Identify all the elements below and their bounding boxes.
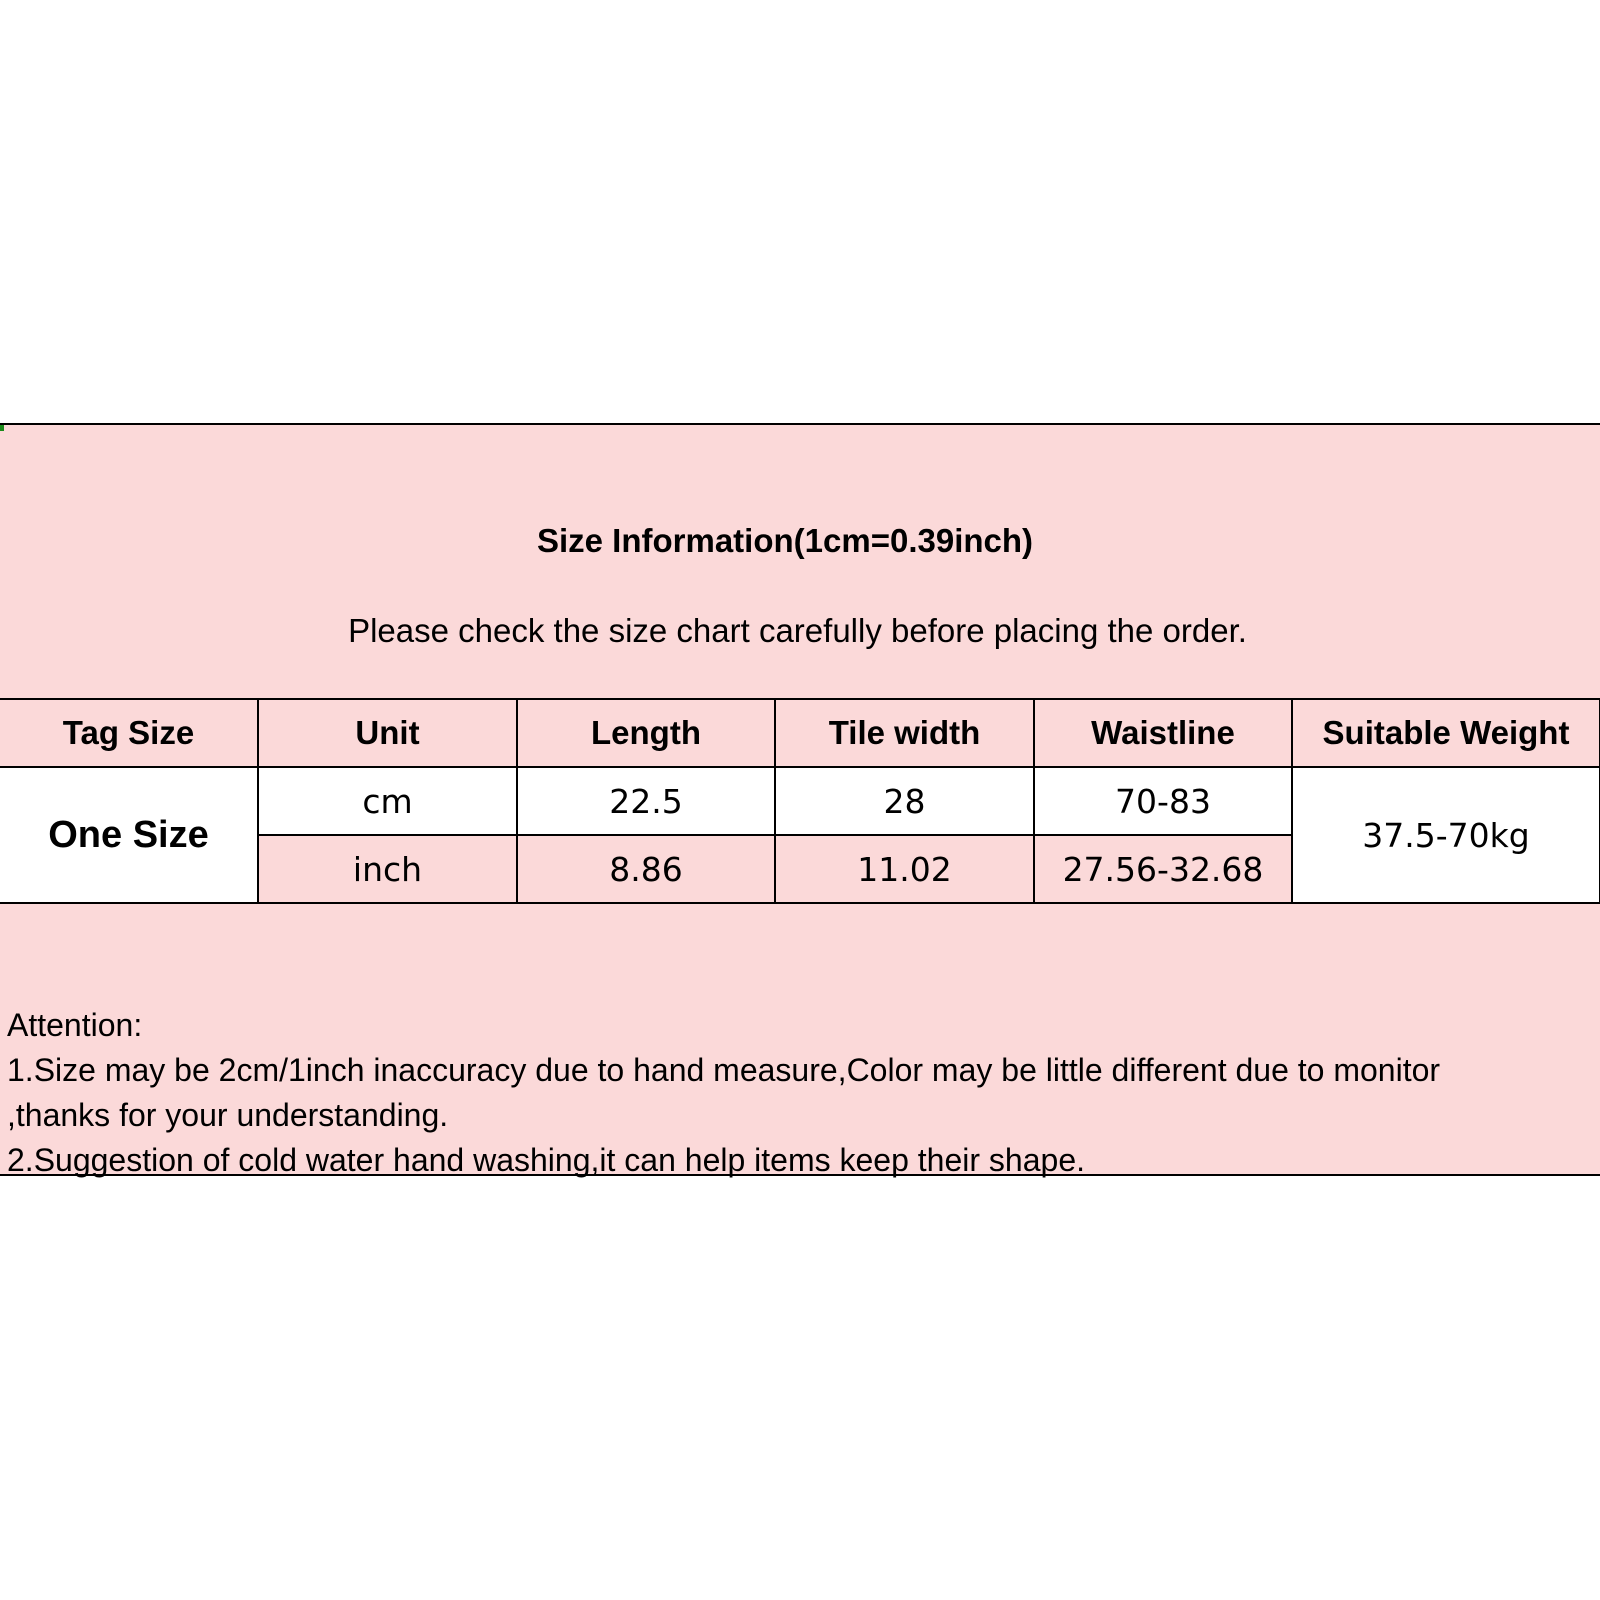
header-tile-width: Tile width <box>775 699 1034 767</box>
table-header-row <box>0 699 1600 767</box>
header-waistline: Waistline <box>1034 699 1292 767</box>
size-table <box>0 698 1600 904</box>
suitable-weight-cell: 37.5-70kg <box>1292 767 1600 903</box>
attention-line-2: 2.Suggestion of cold water hand washing,it can help items keep their shape. <box>7 1142 1085 1178</box>
header-tag-size: Tag Size <box>0 699 258 767</box>
attention-line-1-cont: ,thanks for your understanding. <box>7 1097 449 1133</box>
size-info-title: Size Information(1cm=0.39inch) <box>536 522 1034 559</box>
attention-heading: Attention: <box>7 1007 143 1043</box>
tile-width-cell: 28 <box>775 767 1034 835</box>
waistline-cell: 70-83 <box>1034 767 1292 835</box>
length-cell: 8.86 <box>517 835 775 903</box>
size-info-subtitle: Please check the size chart carefully before placing the order. <box>348 612 1247 649</box>
waistline-cell: 27.56-32.68 <box>1034 835 1292 903</box>
header-length: Length <box>517 699 775 767</box>
header-unit: Unit <box>258 699 517 767</box>
length-cell: 22.5 <box>517 767 775 835</box>
header-suitable-weight: Suitable Weight <box>1292 699 1600 767</box>
tag-size-cell: One Size <box>0 767 258 903</box>
size-info-panel <box>0 423 1600 1176</box>
attention-line-1: 1.Size may be 2cm/1inch inaccuracy due to hand measure,Color may be little different due to monitor <box>7 1052 1441 1088</box>
corner-mark <box>0 425 4 431</box>
attention-notes <box>7 1003 1592 1183</box>
unit-cell: cm <box>258 767 517 835</box>
tile-width-cell: 11.02 <box>775 835 1034 903</box>
unit-cell: inch <box>258 835 517 903</box>
table-row <box>0 767 1600 835</box>
